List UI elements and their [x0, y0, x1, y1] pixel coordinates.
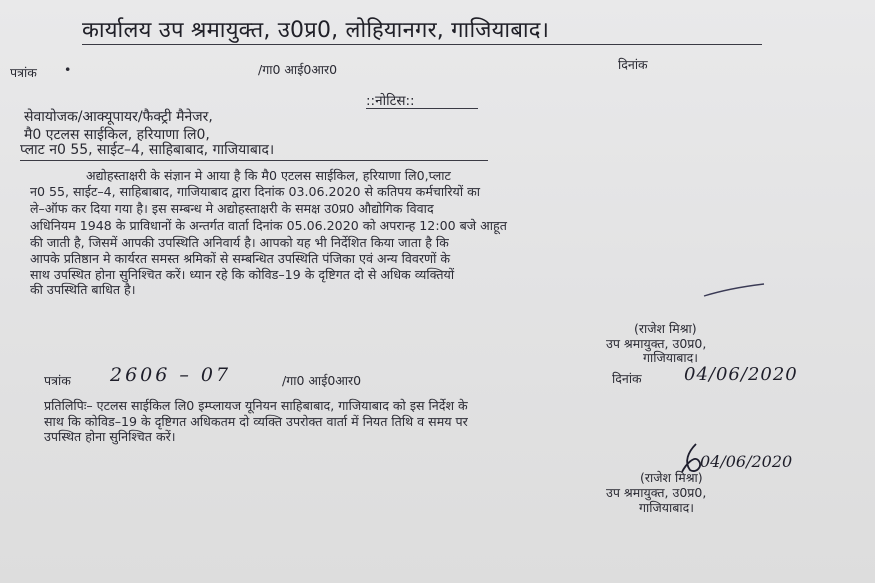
ref-label: पत्रांक: [10, 65, 37, 80]
pen-stroke: [700, 280, 770, 300]
notice-heading-underline: [366, 108, 478, 109]
handwritten-signature-date: 04/06/2020: [700, 452, 793, 471]
handwritten-ref-number: 2606 – 07: [110, 364, 232, 386]
body-line: न0 55, साईट–4, साहिबाबाद, गाजियाबाद द्वारा दिनांक 03.06.2020 से कतिपय कर्मचारियों का: [30, 184, 481, 199]
body-line: अधिनियम 1948 के प्राविधानों के अन्तर्गत वार्ता दिनांक 05.06.2020 को अपरान्ह 12:00 बजे आहूत: [30, 218, 507, 233]
copy-line: उपस्थित होना सुनिश्चित करें।: [44, 429, 176, 444]
body-line: आपके प्रतिष्ठान मे कार्यरत समस्त श्रमिकों से सम्बन्धित उपस्थिति पंजिका एवं अन्य विवरणों के: [30, 251, 451, 266]
signatory-name: (राजेश मिश्रा): [640, 470, 703, 485]
body-line: की उपस्थिति बाधित है।: [30, 282, 136, 297]
signatory-designation: उप श्रमायुक्त, उ0प्र0,: [606, 336, 707, 351]
ref-suffix: /गा0 आई0आर0: [258, 62, 338, 77]
signatory-name: (राजेश मिश्रा): [634, 321, 697, 336]
signatory-place: गाजियाबाद।: [639, 500, 695, 515]
office-heading: कार्यालय उप श्रमायुक्त, उ0प्र0, लोहियानगर, गाजियाबाद।: [82, 18, 550, 43]
body-line: अद्योहस्ताक्षरी के संज्ञान मे आया है कि मै0 एटलस साईकिल, हरियाणा लि0,प्लाट: [86, 168, 451, 183]
body-line: की जाती है, जिसमें आपकी उपस्थिति अनिवार्य है। आपको यह भी निर्देशित किया जाता है कि: [30, 235, 449, 250]
addressee-line-1: सेवायोजक/आक्यूपायर/फैक्ट्री मैनेजर,: [24, 109, 213, 125]
addressee-underline: [20, 160, 488, 161]
handwritten-date: 04/06/2020: [684, 364, 798, 385]
date-label: दिनांक: [612, 371, 642, 386]
addressee-line-3: प्लाट न0 55, साईट–4, साहिबाबाद, गाजियाबाद।: [20, 142, 275, 158]
body-line: ले–ऑफ कर दिया गया है। इस सम्बन्ध मे अद्योहस्ताक्षरी के समक्ष उ0प्र0 औद्योगिक विवाद: [30, 201, 434, 216]
heading-underline: [82, 44, 762, 45]
body-line: साथ उपस्थित होना सुनिश्चित करें। ध्यान रहे कि कोविड–19 के दृष्टिगत दो से अधिक व्यक्तियों: [30, 267, 455, 282]
ref-dot: •: [64, 62, 72, 77]
signatory-designation: उप श्रमायुक्त, उ0प्र0,: [606, 485, 707, 500]
ref-label: पत्रांक: [44, 373, 71, 388]
addressee-line-2: मै0 एटलस साईकिल, हरियाणा लि0,: [24, 127, 210, 143]
ref-suffix: /गा0 आई0आर0: [282, 373, 362, 388]
signatory-place: गाजियाबाद।: [643, 350, 699, 365]
copy-line: प्रतिलिपिः– एटलस साईकिल लि0 इम्प्लायज यूनियन साहिबाबाद, गाजियाबाद को इस निर्देश के: [44, 398, 468, 413]
copy-line: साथ कि कोविड–19 के दृष्टिगत अधिकतम दो व्यक्ति उपरोक्त वार्ता में नियत तिथि व समय पर: [44, 414, 468, 429]
date-label: दिनांक: [618, 57, 648, 72]
notice-heading: ::नोटिस::: [366, 93, 415, 109]
